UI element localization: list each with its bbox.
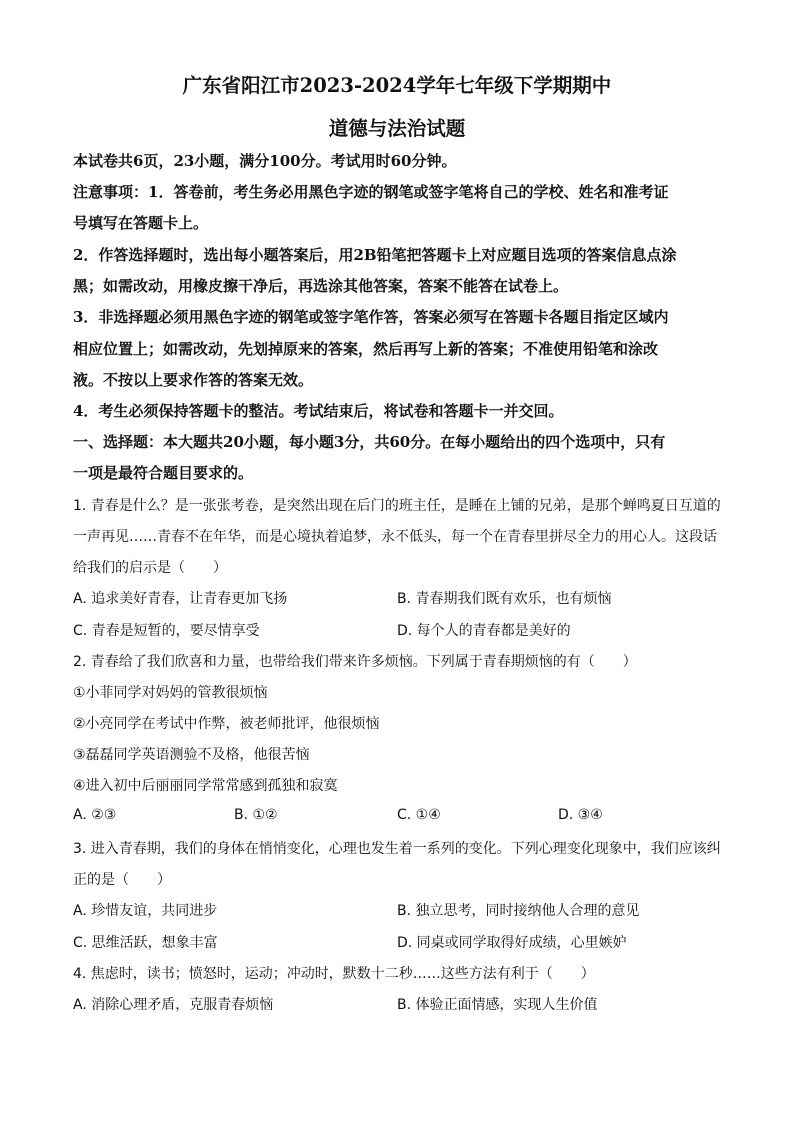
notice-3-line-1: 3．非选择题必须用黑色字迹的钢笔或签字笔作答，答案必须写在答题卡各题目指定区域内	[73, 308, 669, 326]
question-3-option-b: B. 独立思考，同时接纳他人合理的意见	[397, 903, 640, 919]
question-2-item-3: ③磊磊同学英语测验不及格，他很苦恼	[73, 747, 310, 763]
question-3-option-a: A. 珍惜友谊，共同进步	[73, 903, 218, 919]
question-2-option-a: A. ②③	[73, 807, 117, 823]
question-1-stem-line-1: 1. 青春是什么？是一张张考卷，是突然出现在后门的班主任，是睡在上铺的兄弟，是那个蝉鸣夏日互道的	[73, 498, 721, 514]
question-4-option-a: A. 消除心理矛盾，克服青春烦恼	[73, 997, 274, 1013]
question-1-option-a: A. 追求美好青春，让青春更加飞扬	[73, 591, 288, 607]
question-3-stem-line-1: 3. 进入青春期，我们的身体在悄悄变化，心理也发生着一系列的变化。下列心理变化现象中，我们应该纠	[73, 841, 721, 857]
question-2-item-2: ②小亮同学在考试中作弊，被老师批评，他很烦恼	[73, 716, 380, 732]
exam-subject-title: 道德与法治试题	[328, 117, 466, 140]
notice-2-line-2: 黑；如需改动，用橡皮擦干净后，再选涂其他答案，答案不能答在试卷上。	[73, 277, 569, 295]
question-1-option-b: B. 青春期我们既有欢乐，也有烦恼	[397, 591, 612, 607]
question-2-option-b: B. ①②	[234, 807, 278, 823]
exam-summary: 本试卷共6页，23小题，满分100分。考试用时60分钟。	[73, 152, 457, 170]
question-1-stem-line-3: 给我们的启示是（ ）	[73, 560, 227, 576]
notice-3-line-3: 液。不按以上要求作答的答案无效。	[73, 371, 314, 389]
question-2-item-4: ④进入初中后丽丽同学常常感到孤独和寂寞	[73, 778, 338, 794]
notice-4: 4．考生必须保持答题卡的整洁。考试结束后，将试卷和答题卡一并交回。	[73, 402, 564, 420]
question-2-item-1: ①小菲同学对妈妈的管教很烦恼	[73, 685, 268, 701]
question-2-option-c: C. ①④	[397, 807, 441, 823]
question-2-stem: 2. 青春给了我们欣喜和力量，也带给我们带来许多烦恼。下列属于青春期烦恼的有（ ）	[73, 654, 637, 670]
exam-title: 广东省阳江市2023-2024学年七年级下学期期中	[182, 74, 612, 97]
question-3-option-d: D. 同桌或同学取得好成绩，心里嫉妒	[397, 935, 627, 951]
question-4-option-b: B. 体验正面情感，实现人生价值	[397, 997, 598, 1013]
question-1-option-d: D. 每个人的青春都是美好的	[397, 623, 571, 639]
question-2-option-d: D. ③④	[558, 807, 603, 823]
notice-2-line-1: 2．作答选择题时，选出每小题答案后，用2B铅笔把答题卡上对应题目选项的答案信息点涂	[73, 246, 677, 264]
question-4-stem: 4. 焦虑时，读书；愤怒时，运动；冲动时，默数十二秒……这些方法有利于（ ）	[73, 966, 595, 982]
question-1-option-c: C. 青春是短暂的，要尽情享受	[73, 623, 260, 639]
question-3-option-c: C. 思维活跃，想象丰富	[73, 935, 218, 951]
section-heading-line-1: 一、选择题：本大题共20小题，每小题3分，共60分。在每小题给出的四个选项中，只有	[73, 433, 666, 451]
question-1-stem-line-2: 一声再见……青春不在年华，而是心境执着追梦，永不低头，每一个在青春里拼尽全力的用心人。这段话	[73, 529, 717, 545]
section-heading-line-2: 一项是最符合题目要求的。	[73, 464, 254, 482]
question-3-stem-line-2: 正的是（ ）	[73, 872, 171, 888]
notice-3-line-2: 相应位置上；如需改动，先划掉原来的答案，然后再写上新的答案；不准使用铅笔和涂改	[73, 340, 659, 358]
notice-1-line-1: 注意事项：1．答卷前，考生务必用黑色字迹的钢笔或签字笔将自己的学校、姓名和准考证	[73, 183, 669, 201]
notice-1-line-2: 号填写在答题卡上。	[73, 214, 209, 232]
